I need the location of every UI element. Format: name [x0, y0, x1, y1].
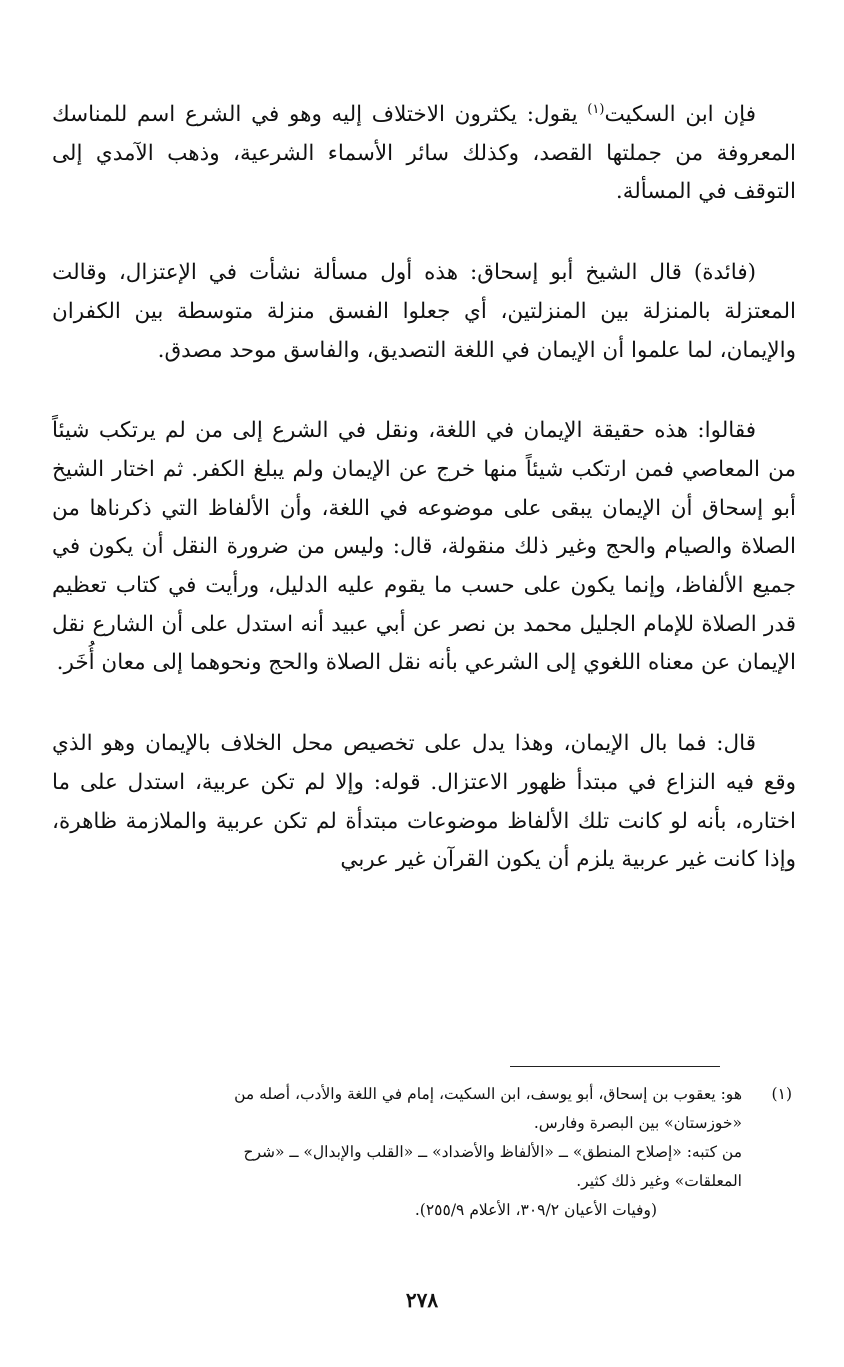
paragraph-4: قال: فما بال الإيمان، وهذا يدل على تخصيص محل الخلاف بالإيمان وهو الذي وقع فيه النزاع في مبتدأ ظهور الاعتزال. قوله: وإلا لم تكن عربية، استدل على ما اختاره، بأنه لو كانت تلك الألفاظ موضوعات مبتدأة لم تكن عربية والملازمة ظاهرة، وإذا كانت غير عربية يلزم أن يكون القرآن غير عربي: [52, 731, 796, 873]
main-text-body: [52, 96, 796, 880]
footnote-number: (١): [771, 1085, 792, 1103]
footnote-separator: [510, 1066, 720, 1067]
paragraph-1-rest: يقول: يكثرون الاختلاف إليه وهو في الشرع اسم للمناسك المعروفة من جملتها القصد، وكذلك سائر الأسماء الشرعية، وذهب الآمدي إلى التوقف في المسألة.: [52, 102, 796, 205]
footnote-marker[interactable]: (١): [587, 101, 605, 117]
footnote-works: من كتبه: «إصلاح المنطق» ــ «الألفاظ والأضداد» ــ «القلب والإبدال» ــ «شرح: [243, 1143, 742, 1161]
footnote-biography: هو: يعقوب بن إسحاق، أبو يوسف، ابن السكيت، إمام في اللغة والأدب، أصله من: [234, 1085, 742, 1103]
paragraph-1: [52, 96, 796, 212]
footnote-sources: (وفيات الأعيان ٣٠٩/٢، الأعلام ٢٥٥/٩).: [414, 1201, 657, 1219]
footnote-works-cont: المعلقات» وغير ذلك كثير.: [576, 1172, 742, 1190]
footnote-biography-cont: «خوزستان» بين البصرة وفارس.: [533, 1114, 742, 1132]
page-number: ٢٧٨: [405, 1288, 439, 1312]
paragraph-2: (فائدة) قال الشيخ أبو إسحاق: هذه أول مسألة نشأت في الإعتزال، وقالت المعتزلة بالمنزلة بين المنزلتين، أي جعلوا الفسق منزلة متوسطة بين الكفران والإيمان، لما علموا أن الإيمان في اللغة التصديق، والفاسق موحد مصدق.: [52, 260, 796, 363]
footnote-1: [52, 1080, 792, 1109]
footnotes-section: [52, 1080, 792, 1225]
paragraph-3: فقالوا: هذه حقيقة الإيمان في اللغة، ونقل في الشرع إلى من لم يرتكب شيئاً من المعاصي فمن ارتكب شيئاً منها خرج عن الإيمان ولم يبلغ الكفر. ثم اختار الشيخ أبو إسحاق أن الإيمان يبقى على موضوعه في اللغة، وأن الألفاظ التي ذكرناها من الصلاة والصيام والحج وغير ذلك منقولة، قال: وليس من ضرورة النقل أن يكون في جميع الألفاظ، وإنما يكون على حسب ما يقوم عليه الدليل، ورأيت في كتاب تعظيم قدر الصلاة للإمام الجليل محمد بن نصر عن أبي عبيد أنه استدل على أن الشارع نقل الإيمان عن معناه اللغوي إلى الشرعي بأنه نقل الصلاة والحج ونحوهما إلى معان أُخَر.: [52, 418, 796, 676]
paragraph-1-start: فإن ابن السكيت: [604, 102, 756, 127]
